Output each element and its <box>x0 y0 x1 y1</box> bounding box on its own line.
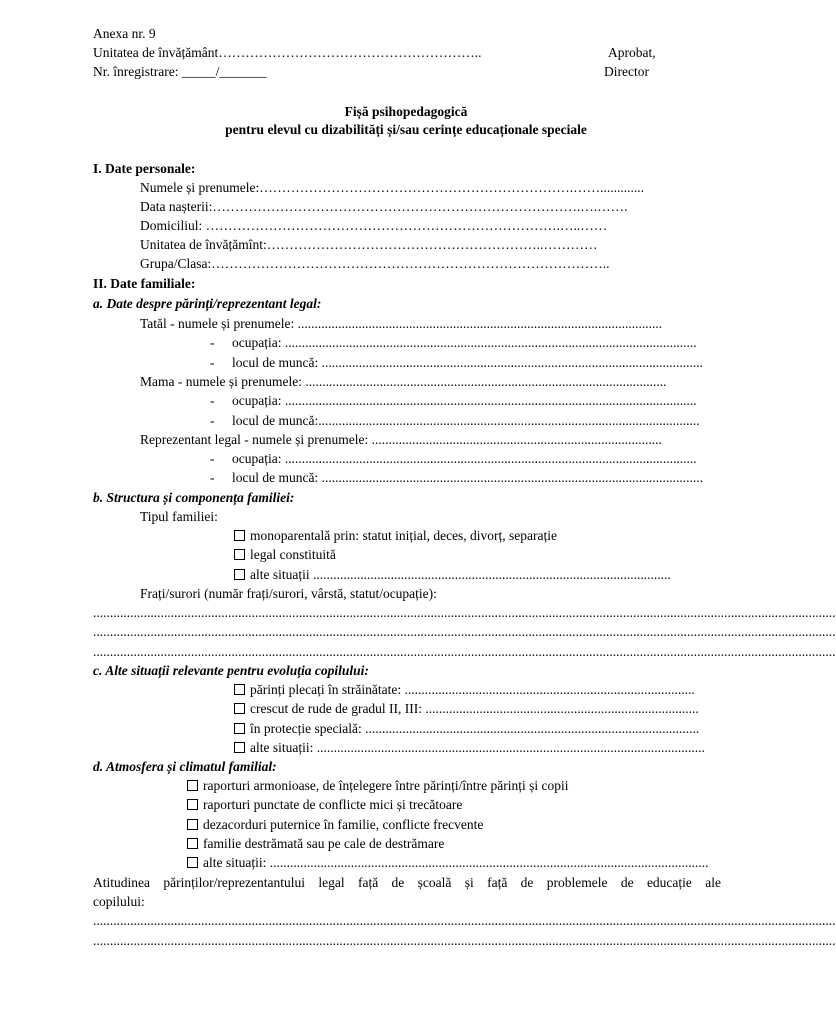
father-workplace-field: - locul de muncă: ................................................................................................................. <box>210 355 703 370</box>
family-type-label: Tipul familiei: <box>140 509 218 524</box>
school-field: Unitatea de învățămînt:……………………………………………………..………… <box>140 237 598 252</box>
checkbox-icon[interactable] <box>187 780 198 791</box>
option-special-protection[interactable]: în protecție specială: ................................................................................................... <box>234 721 718 739</box>
father-occupation-field: - ocupația: .......................................................................................................................... <box>210 335 697 350</box>
option-single-parent[interactable]: monoparentală prin: statut inițial, deces, divorț, separație <box>234 528 724 546</box>
birth-date-field: Data nașterii:……………………………………………………………………….….……. <box>140 199 628 214</box>
document-title: Fișă psihopedagogică <box>344 104 468 119</box>
option-harmonious[interactable]: raporturi armonioase, de înțelegere între părinți/între părinți și copii <box>187 778 569 796</box>
option-other-family[interactable]: alte situații .......................................................................................................... <box>234 567 724 585</box>
family-structure-subheading: b. Structura și componența familiei: <box>93 490 295 505</box>
class-field: Grupa/Clasa:…………………………………………………………………………….. <box>140 256 610 271</box>
guardian-name-field: Reprezentant legal - numele și prenumele: ...................................................................................... <box>140 432 662 447</box>
dotted-line: ............................................................................................................................................................................................................................ <box>93 913 836 928</box>
checkbox-icon[interactable] <box>234 742 245 753</box>
option-minor-conflicts[interactable]: raporturi punctate de conflicte mici și trecătoare <box>187 797 462 815</box>
approved-label: Aprobat, <box>608 45 656 60</box>
address-field: Domiciliul: …………………………………………………………………….…..…… <box>140 218 608 233</box>
guardian-occupation-field: - ocupația: .......................................................................................................................... <box>210 451 697 466</box>
mother-name-field: Mama - numele și prenumele: ........................................................................................................... <box>140 374 667 389</box>
option-other-climate[interactable]: alte situații: .................................................................................................................................. <box>187 855 720 873</box>
option-raised-by-relatives[interactable]: crescut de rude de gradul II, III: ................................................................................. <box>234 701 720 719</box>
annex-number: Anexa nr. 9 <box>93 26 156 41</box>
checkbox-icon[interactable] <box>187 857 198 868</box>
checkbox-icon[interactable] <box>234 530 245 541</box>
checkbox-icon[interactable] <box>187 819 198 830</box>
other-situations-subheading: c. Alte situații relevante pentru evoluția copilului: <box>93 663 369 678</box>
siblings-label: Frați/surori (număr frați/surori, vârstă, statut/ocupație): <box>140 586 437 601</box>
father-name-field: Tatăl - numele și prenumele: ............................................................................................................ <box>140 316 663 331</box>
option-legal[interactable]: legal constituită <box>234 547 336 565</box>
section-family-heading: II. Date familiale: <box>93 276 196 291</box>
option-parents-abroad[interactable]: părinți plecați în străinătate: ...................................................................................... <box>234 682 720 700</box>
parents-attitude-label-cont: copilului: <box>93 894 145 909</box>
checkbox-icon[interactable] <box>234 703 245 714</box>
parents-attitude-label: Atitudinea părinților/reprezentantului legal față de școală și față de problemele de educație ale <box>93 875 721 890</box>
dotted-line: ............................................................................................................................................................................................................................ <box>93 605 836 620</box>
option-broken-family[interactable]: familie destrămată sau pe cale de destrămare <box>187 836 444 854</box>
checkbox-icon[interactable] <box>234 684 245 695</box>
checkbox-icon[interactable] <box>187 838 198 849</box>
name-field: Numele și prenumele:…………………………………………………………….……............. <box>140 180 644 195</box>
checkbox-icon[interactable] <box>234 569 245 580</box>
mother-workplace-field: - locul de muncă:................................................................................................................. <box>210 413 700 428</box>
school-unit-field: Unitatea de învățământ………………………………………………….. <box>93 45 482 60</box>
document-subtitle: pentru elevul cu dizabilități și/sau cerințe educaționale speciale <box>225 122 587 137</box>
mother-occupation-field: - ocupația: .......................................................................................................................... <box>210 393 697 408</box>
parents-subheading: a. Date despre părinți/reprezentant legal: <box>93 296 322 311</box>
checkbox-icon[interactable] <box>187 799 198 810</box>
director-label: Director <box>604 64 649 79</box>
checkbox-icon[interactable] <box>234 549 245 560</box>
registration-number-field: Nr. înregistrare: _____/_______ <box>93 64 267 79</box>
guardian-workplace-field: - locul de muncă: ................................................................................................................. <box>210 470 703 485</box>
section-personal-heading: I. Date personale: <box>93 161 196 176</box>
option-strong-disagreements[interactable]: dezacorduri puternice în familie, conflicte frecvente <box>187 817 483 835</box>
option-other-situations[interactable]: alte situații: ................................................................................................................... <box>234 740 720 758</box>
checkbox-icon[interactable] <box>234 723 245 734</box>
dotted-line: ............................................................................................................................................................................................................................ <box>93 644 836 659</box>
dotted-line: ............................................................................................................................................................................................................................ <box>93 933 836 948</box>
family-climate-subheading: d. Atmosfera și climatul familial: <box>93 759 277 774</box>
dotted-line: ............................................................................................................................................................................................................................ <box>93 624 836 639</box>
